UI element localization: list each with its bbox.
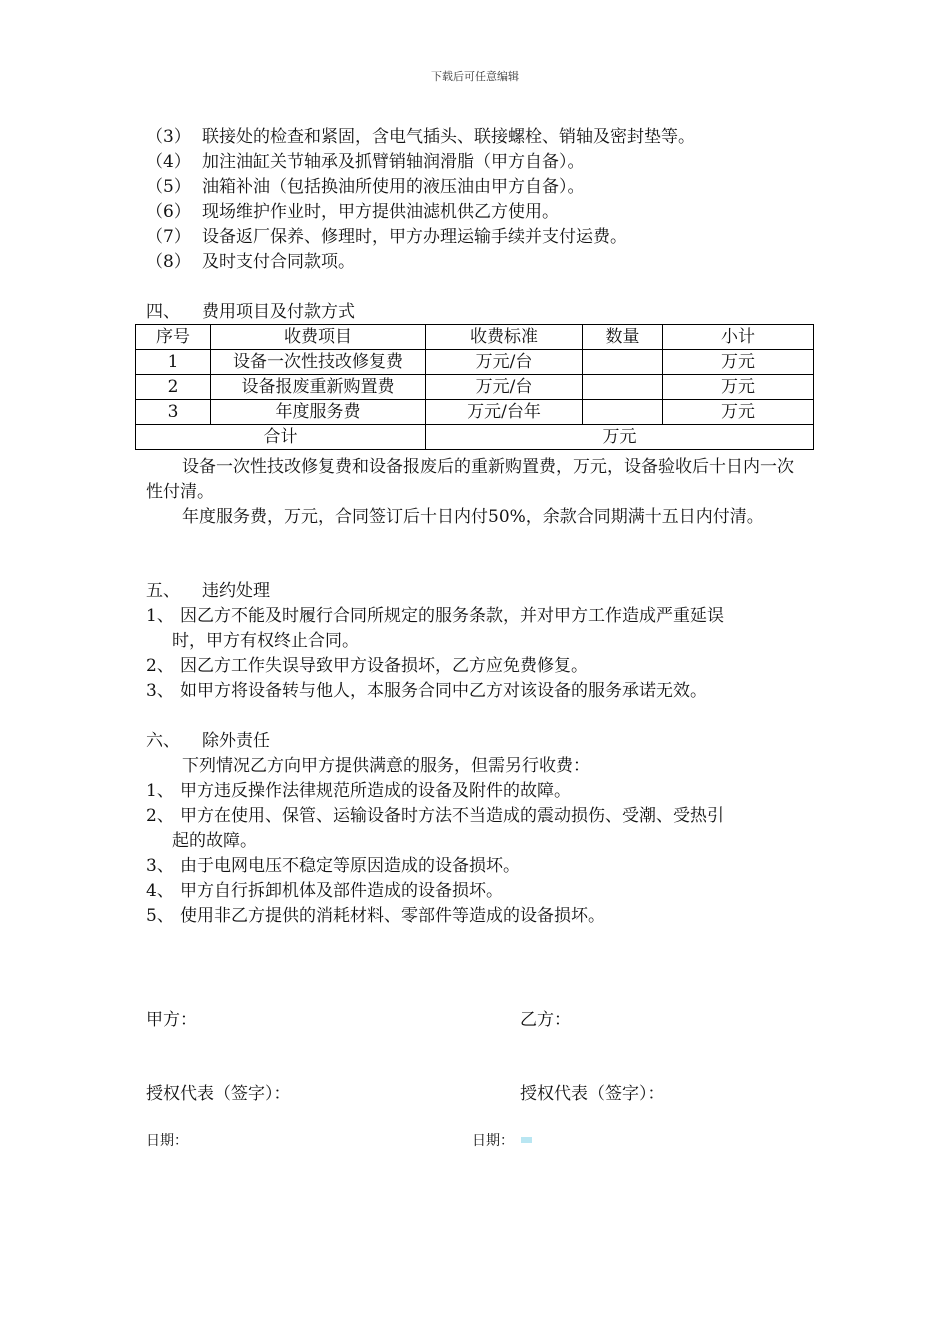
party-b-date: 日期：: [472, 1133, 514, 1149]
table-row: [136, 350, 814, 375]
party-a-label: 甲方：: [146, 1010, 197, 1030]
list-item: （7） 设备返厂保养、修理时，甲方办理运输手续并支付运费。: [146, 227, 627, 247]
table-total-value: 万元: [426, 425, 814, 450]
table-cell: 3: [136, 400, 211, 425]
party-b-representative: 授权代表（签字）：: [520, 1084, 665, 1104]
table-header-cell: 数量: [583, 325, 663, 350]
list-item: 5、 使用非乙方提供的消耗材料、零部件等造成的设备损坏。: [146, 906, 605, 926]
list-item: （8） 及时支付合同款项。: [146, 252, 355, 272]
table-cell: 年度服务费: [211, 400, 426, 425]
table-header-cell: 小计: [663, 325, 814, 350]
table-header-cell: 收费标准: [426, 325, 583, 350]
list-item: （3） 联接处的检查和紧固，含电气插头、联接螺栓、销轴及密封垫等。: [146, 127, 695, 147]
page-header-note: 下载后可任意编辑: [431, 70, 519, 83]
table-cell: 万元: [663, 375, 814, 400]
table-cell: [583, 350, 663, 375]
section-heading-exclusions: 六、 除外责任: [146, 731, 270, 751]
table-cell: 万元/台: [426, 375, 583, 400]
table-cell: 设备报废重新购置费: [211, 375, 426, 400]
table-row: [136, 400, 814, 425]
list-item: （6） 现场维护作业时，甲方提供油滤机供乙方使用。: [146, 202, 559, 222]
list-item: （4） 加注油缸关节轴承及抓臂销轴润滑脂（甲方自备）。: [146, 152, 585, 172]
party-a-date: 日期：: [146, 1133, 188, 1149]
table-cell: [583, 375, 663, 400]
list-item: 4、 甲方自行拆卸机体及部件造成的设备损坏。: [146, 881, 503, 901]
list-item: 3、 由于电网电压不稳定等原因造成的设备损坏。: [146, 856, 520, 876]
list-item: 1、 因乙方不能及时履行合同所规定的服务条款，并对甲方工作造成严重延误: [146, 606, 724, 626]
fee-table: [135, 324, 814, 450]
list-item-continuation: 时，甲方有权终止合同。: [172, 631, 359, 651]
table-cell: 万元: [663, 400, 814, 425]
table-cell: 万元/台年: [426, 400, 583, 425]
table-header-cell: 序号: [136, 325, 211, 350]
payment-paragraph-2: 年度服务费，万元，合同签订后十日内付50%，余款合同期满十五日内付清。: [182, 507, 764, 527]
payment-paragraph-1: 设备一次性技改修复费和设备报废后的重新购置费，万元，设备验收后十日内一次性付清。: [146, 457, 794, 502]
party-a-representative: 授权代表（签字）：: [146, 1084, 291, 1104]
list-item: 3、 如甲方将设备转与他人，本服务合同中乙方对该设备的服务承诺无效。: [146, 681, 707, 701]
table-cell: 2: [136, 375, 211, 400]
section-heading-fees: 四、 费用项目及付款方式: [146, 302, 355, 322]
list-item: （5） 油箱补油（包括换油所使用的液压油由甲方自备）。: [146, 177, 585, 197]
table-cell: 1: [136, 350, 211, 375]
table-header-row: [136, 325, 814, 350]
table-header-cell: 收费项目: [211, 325, 426, 350]
list-item: 1、 甲方违反操作法律规范所造成的设备及附件的故障。: [146, 781, 571, 801]
section-heading-breach: 五、 违约处理: [146, 581, 270, 601]
table-total-label: 合计: [136, 425, 426, 450]
table-total-row: [136, 425, 814, 450]
table-cell: 设备一次性技改修复费: [211, 350, 426, 375]
table-cell: [583, 400, 663, 425]
highlight-mark: [521, 1137, 532, 1143]
exclusions-intro: 下列情况乙方向甲方提供满意的服务，但需另行收费：: [182, 756, 590, 776]
table-cell: 万元/台: [426, 350, 583, 375]
list-item-continuation: 起的故障。: [172, 831, 257, 851]
list-item: 2、 甲方在使用、保管、运输设备时方法不当造成的震动损伤、受潮、受热引: [146, 806, 724, 826]
table-row: [136, 375, 814, 400]
list-item: 2、 因乙方工作失误导致甲方设备损坏，乙方应免费修复。: [146, 656, 588, 676]
table-cell: 万元: [663, 350, 814, 375]
party-b-label: 乙方：: [520, 1010, 571, 1030]
